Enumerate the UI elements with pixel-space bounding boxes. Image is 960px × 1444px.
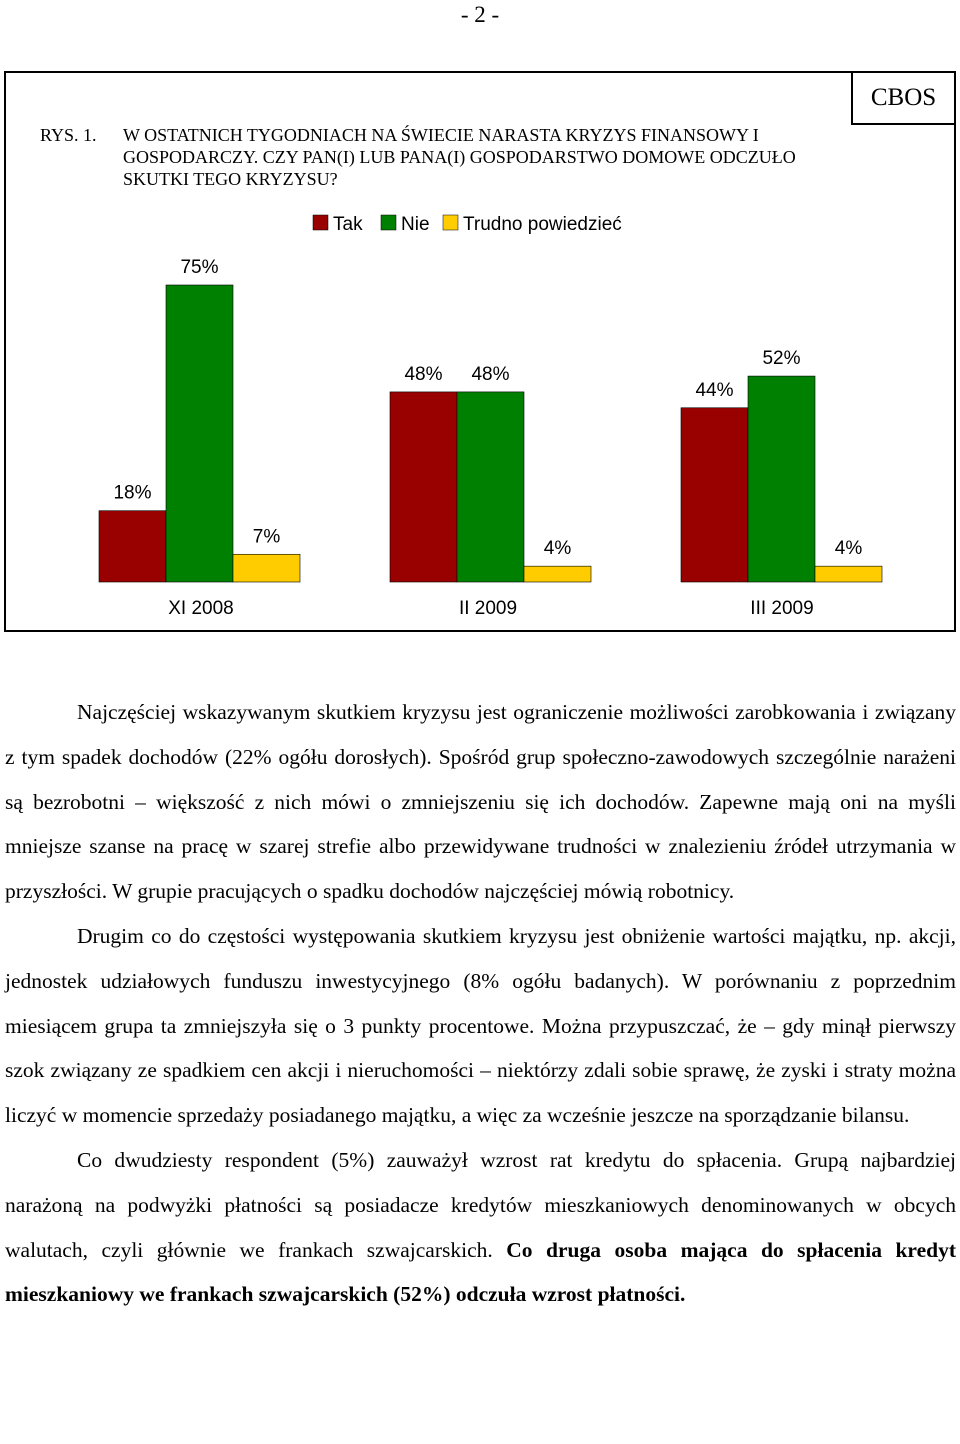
page-number: - 2 - xyxy=(460,2,500,27)
paragraph-1: Najczęściej wskazywanym skutkiem kryzysu jest ograniczenie możliwości zarobkowania i związany z tym spadek dochodów (22% ogółu dorosłych). Spośród grup społeczno-zawodowych szczególnie narażeni są bezrobotni – większość z nich mówi o zmniejszeniu się ich dochodów. Zapewne mają oni na myśli mniejsze szanse na pracę w szarej strefie albo przewidywane trudności w znalezieniu źródeł utrzymania w przyszłości. W grupie pracujących o spadku dochodów najczęściej mówią robotnicy. xyxy=(5,700,956,904)
chart-legend xyxy=(313,214,622,235)
legend-label-1: Nie xyxy=(401,214,430,235)
chart-category-labels xyxy=(168,598,813,619)
data-label-2-1: 4% xyxy=(543,538,572,560)
paragraph-2: Drugim co do częstości występowania skutkiem kryzysu jest obniżenie wartości majątku, np. akcji, jednostek udziałowych funduszu inwestycyjnego (8% ogółu badanych). W porównaniu z poprzednim miesiącem grupa ta zmniejszyła się o 3 punkty procentowe. Można przypuszczać, że – gdy minął pierwszy szok związany ze spadkiem cen akcji i nieruchomości – niektórzy zdali sobie sprawę, że zyski i straty można liczyć w momencie sprzedaży posiadanego majątku, a więc za wcześnie jeszcze na sporządzanie bilansu. xyxy=(5,923,956,1128)
data-label-1-2: 52% xyxy=(762,348,801,370)
data-label-1-1: 48% xyxy=(471,363,510,385)
category-label-1: II 2009 xyxy=(458,598,518,619)
category-label-2: III 2009 xyxy=(750,598,814,619)
chart-bars xyxy=(99,285,882,582)
data-label-1-0: 75% xyxy=(180,257,219,278)
data-label-0-1: 48% xyxy=(404,363,443,385)
legend-swatch-2 xyxy=(443,215,458,230)
legend-swatch-0 xyxy=(313,215,328,230)
category-label-0: XI 2008 xyxy=(168,598,234,619)
bar-1-1 xyxy=(457,392,524,582)
body-text xyxy=(5,690,956,1317)
bar-1-0 xyxy=(166,285,233,582)
bar-2-0 xyxy=(233,554,300,582)
bar-0-0 xyxy=(99,511,166,582)
paragraph-3-text: Co dwudziesty respondent (5%) zauważył wzrost rat kredytu do spłacenia. Grupą najbardziej narażoną na podwyżki płatności są posiadacze kredytów mieszkaniowych denominowanych w obcych walutach, czyli głównie we frankach szwajcarskich. xyxy=(5,1147,956,1262)
data-label-2-0: 7% xyxy=(252,526,281,548)
paragraph-3-highlight: Co druga osoba mająca do spłacenia kredyt mieszkaniowy we frankach szwajcarskich (52%) odczuła wzrost płatności. xyxy=(5,1237,956,1307)
bar-1-2 xyxy=(748,376,815,582)
bar-chart xyxy=(0,0,960,640)
legend-label-0: Tak xyxy=(333,214,363,235)
legend-swatch-1 xyxy=(381,215,396,230)
data-label-2-2: 4% xyxy=(834,538,863,560)
data-label-0-0: 18% xyxy=(113,482,152,504)
bar-0-1 xyxy=(390,392,457,582)
paragraph-3 xyxy=(5,1138,956,1317)
bar-0-2 xyxy=(681,408,748,582)
figure-label: RYS. 1. xyxy=(40,125,97,145)
data-label-0-2: 44% xyxy=(695,379,734,401)
bar-2-1 xyxy=(524,566,591,582)
source-box: CBOS xyxy=(851,71,956,125)
bar-2-2 xyxy=(815,566,882,582)
figure-title: W OSTATNICH TYGODNIACH NA ŚWIECIE NARASTA KRYZYS FINANSOWY I GOSPODARCZY. CZY PAN(I) LUB PANA(I) GOSPODARSTWO DOMOWE ODCZUŁO SKUTKI TEGO KRYZYSU? xyxy=(123,125,796,189)
legend-label-2: Trudno powiedzieć xyxy=(463,214,622,235)
